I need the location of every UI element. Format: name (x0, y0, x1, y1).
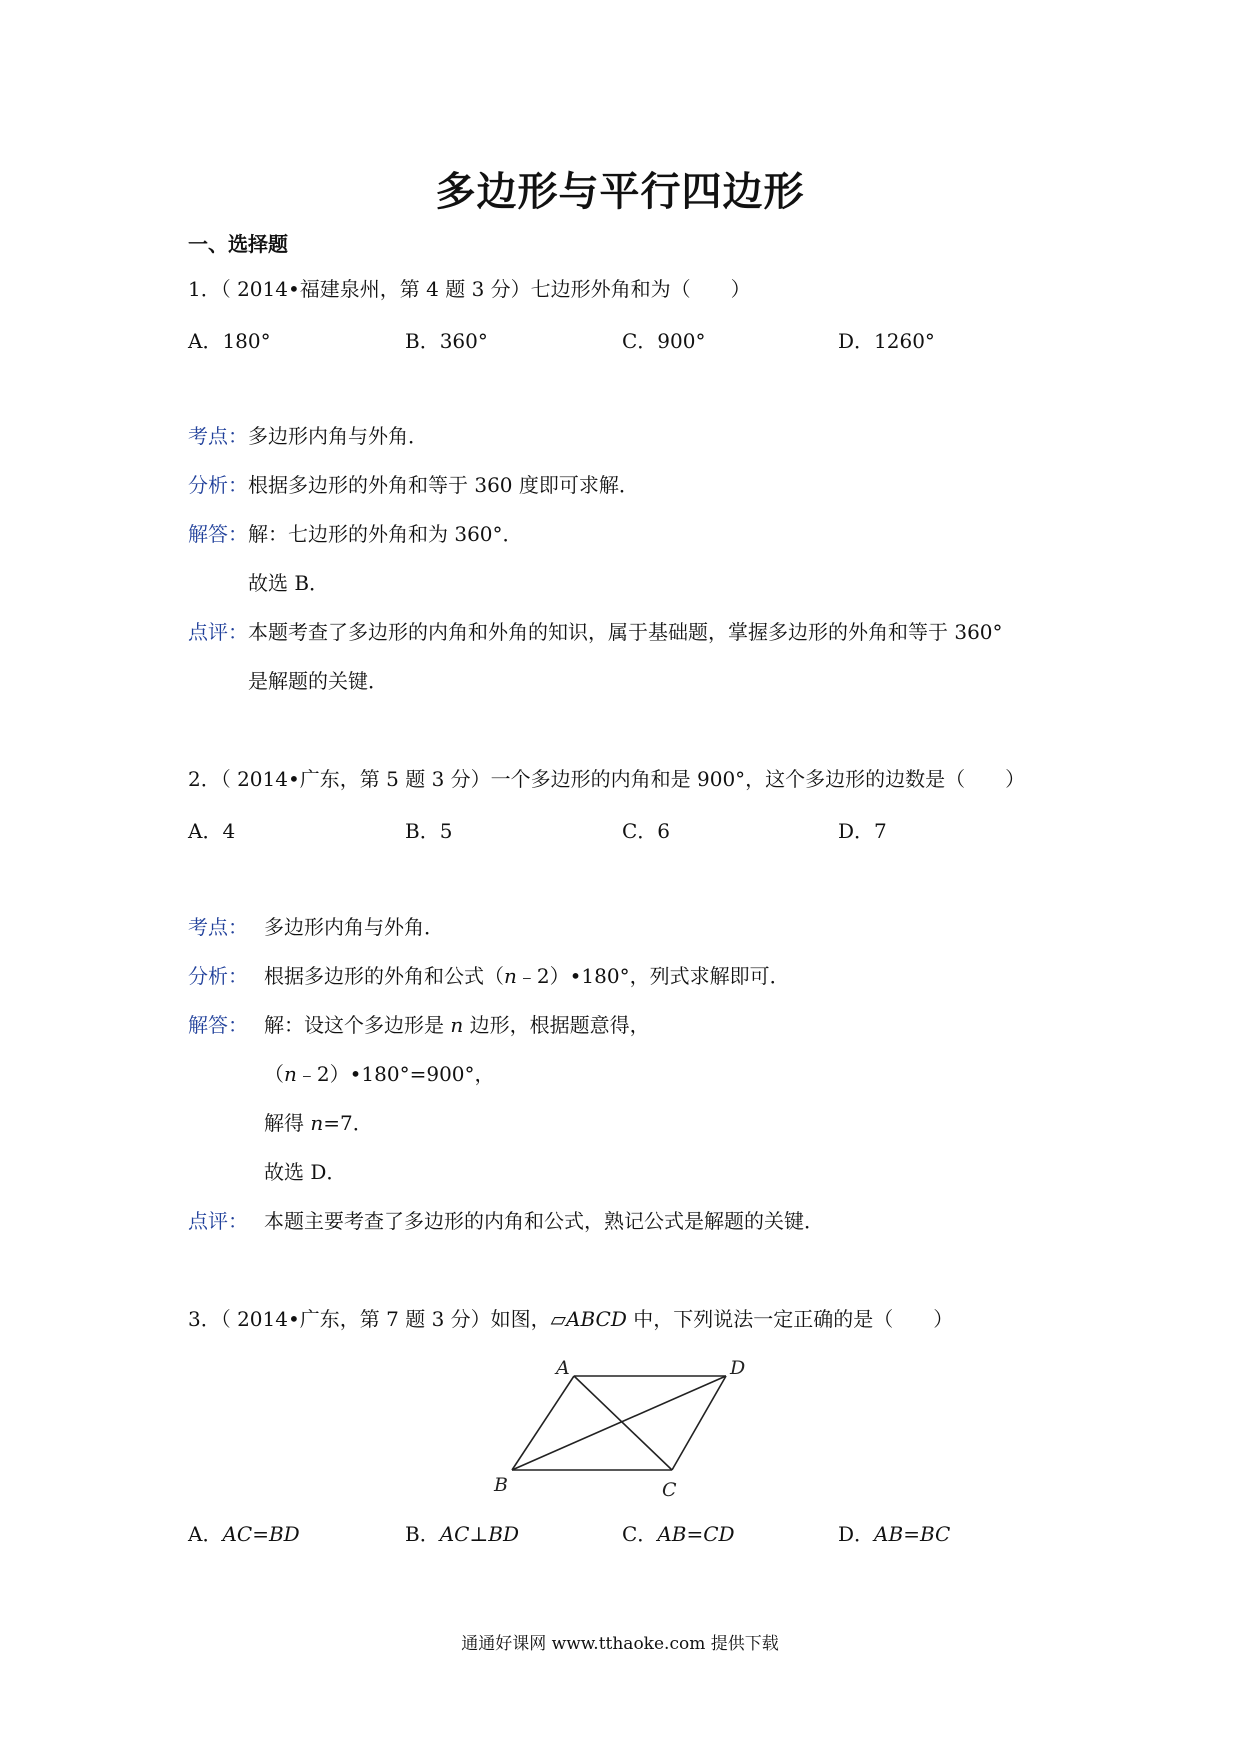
q2-dianping: 本题主要考查了多边形的内角和公式，熟记公式是解题的关键． (264, 1209, 824, 1233)
vertex-label-b: B (494, 1474, 508, 1496)
q2-option-a: A．4 (188, 819, 236, 843)
parallelogram-figure (490, 1350, 770, 1510)
vertex-label-a: A (556, 1357, 570, 1379)
diagonal-ac (574, 1376, 672, 1470)
q1-dianping: 点评：本题考查了多边形的内角和外角的知识，属于基础题，掌握多边形的外角和等于 360° (188, 620, 1003, 644)
edge-dc (672, 1376, 726, 1470)
jieda-label: 解答： (188, 522, 248, 546)
q2-kaodian-label: 考点： (188, 915, 248, 939)
q3-option-b: B．AC⊥BD (405, 1522, 519, 1546)
q2-jieda-label: 解答： (188, 1013, 248, 1037)
q1-stem: 1．（ 2014•福建泉州，第 4 题 3 分）七边形外角和为（ ） (188, 277, 751, 301)
page-title: 多边形与平行四边形 (435, 169, 805, 215)
q1-dianping-line2: 是解题的关键． (248, 669, 388, 693)
q2-dianping-label: 点评： (188, 1209, 248, 1233)
section-heading: 一、选择题 (188, 232, 288, 256)
q3-option-a: A．AC=BD (188, 1522, 300, 1546)
q2-kaodian: 多边形内角与外角． (264, 915, 444, 939)
q1-option-a: A．180° (188, 329, 271, 353)
q2-fenxi: 根据多边形的外角和公式（n﹣2）•180°，列式求解即可． (264, 964, 790, 988)
q3-stem: 3．（ 2014•广东，第 7 题 3 分）如图，▱ABCD 中，下列说法一定正确的是（ ） (188, 1307, 954, 1331)
q2-stem: 2．（ 2014•广东，第 5 题 3 分）一个多边形的内角和是 900°，这个多边形的边数是（ ） (188, 767, 1026, 791)
q3-option-d: D．AB=BC (838, 1522, 951, 1546)
q1-option-c: C．900° (622, 329, 706, 353)
q2-option-d: D．7 (838, 819, 887, 843)
q1-kaodian: 考点：多边形内角与外角． (188, 424, 428, 448)
q1-option-d: D．1260° (838, 329, 935, 353)
q1-fenxi: 分析：根据多边形的外角和等于 360 度即可求解． (188, 473, 639, 497)
q2-jieda-line4: 故选 D． (264, 1160, 347, 1184)
q2-jieda-line2: （n﹣2）•180°=900°， (264, 1062, 495, 1086)
q2-option-c: C．6 (622, 819, 671, 843)
dianping-label: 点评： (188, 620, 248, 644)
q2-jieda: 解：设这个多边形是 n 边形，根据题意得， (264, 1013, 650, 1037)
q2-jieda-line3: 解得 n=7． (264, 1111, 373, 1135)
diagonal-bd (512, 1376, 726, 1470)
page-footer: 通通好课网 www.tthaoke.com 提供下载 (461, 1634, 779, 1654)
vertex-label-c: C (662, 1479, 677, 1501)
fenxi-label: 分析： (188, 473, 248, 497)
vertex-label-d: D (730, 1357, 746, 1379)
q3-option-c: C．AB=CD (622, 1522, 735, 1546)
q1-option-b: B．360° (405, 329, 488, 353)
q2-fenxi-label: 分析： (188, 964, 248, 988)
q1-jieda-line2: 故选 B． (248, 571, 330, 595)
kaodian-label: 考点： (188, 424, 248, 448)
q2-option-b: B．5 (405, 819, 453, 843)
q1-jieda: 解答：解：七边形的外角和为 360°． (188, 522, 523, 546)
